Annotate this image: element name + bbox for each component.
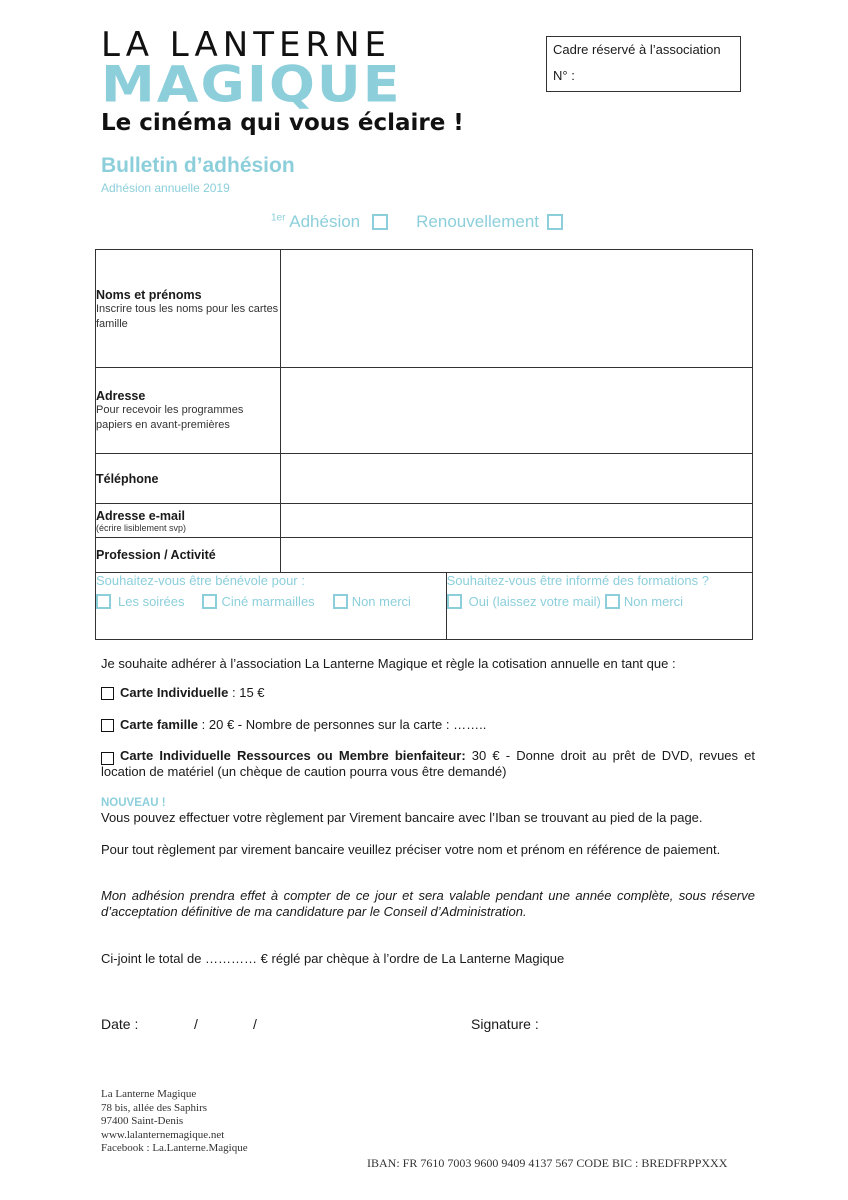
volunteer-option-label: Les soirées: [118, 594, 185, 609]
notice-para2: Pour tout règlement par virement bancaire veuillez préciser votre nom et prénom en référence de paiement.: [101, 842, 721, 857]
individual-checkbox[interactable]: [101, 687, 114, 700]
address-field[interactable]: [280, 368, 752, 454]
logo-title: LA LANTERNE: [101, 25, 391, 65]
phone-label-cell: [96, 454, 281, 504]
footer-line: 97400 Saint-Denis: [101, 1115, 184, 1127]
member-form-table: [95, 249, 753, 640]
table-row: [96, 504, 753, 538]
footer-iban: IBAN: FR 7610 7003 9600 9409 4137 567 CODE BIC : BREDFRPPXXX: [367, 1156, 728, 1170]
training-yes-checkbox[interactable]: [447, 594, 462, 609]
family-label: Carte famille: [120, 717, 199, 732]
notice-para1: Vous pouvez effectuer votre règlement par Virement bancaire avec l’Iban se trouvant au pied de la page.: [101, 810, 703, 825]
footer-line: La Lanterne Magique: [101, 1088, 197, 1100]
phone-label: Téléphone: [96, 471, 159, 486]
resources-label: Carte Individuelle Ressources ou Membre bienfaiteur:: [120, 748, 466, 763]
footer-line: 78 bis, allée des Saphirs: [101, 1101, 208, 1114]
training-option-label: Non merci: [623, 594, 684, 609]
email-field[interactable]: [280, 504, 752, 538]
reserved-box-number: N° :: [553, 68, 575, 83]
option-individual[interactable]: [101, 685, 755, 701]
page-title: Bulletin d’adhésion: [101, 154, 295, 177]
date-slash: /: [253, 1016, 257, 1032]
training-option-label: Oui (laissez votre mail): [468, 594, 601, 609]
membership-type-line: [271, 213, 563, 230]
address-label-cell: [96, 368, 281, 454]
association-reserved-box: [546, 36, 741, 92]
table-row: [96, 250, 753, 368]
training-option-no[interactable]: [605, 594, 683, 609]
individual-label: Carte Individuelle: [120, 685, 229, 700]
first-membership-checkbox[interactable]: [372, 214, 388, 230]
training-question: Souhaitez-vous être informé des formations ?: [446, 573, 709, 588]
email-label: Adresse e-mail: [96, 508, 185, 523]
individual-price: : 15 €: [228, 685, 265, 700]
volunteer-option-cine[interactable]: [202, 594, 314, 609]
table-row: [96, 368, 753, 454]
footer-website: www.lalanternemagique.net: [101, 1128, 225, 1141]
volunteer-option-label: Ciné marmailles: [221, 594, 315, 609]
email-hint: (écrire lisiblement svp): [96, 522, 187, 533]
volunteer-cine-checkbox[interactable]: [202, 594, 217, 609]
footer-address: [101, 1088, 248, 1156]
signature-label: Signature :: [471, 1016, 539, 1032]
resources-price: 30 € - Donne droit au prêt de DVD, revues et location de matériel (un chèque de caution pourra vous être demandé): [101, 748, 756, 779]
date-slash: /: [194, 1016, 198, 1032]
date-field[interactable]: [150, 1012, 280, 1034]
logo-tagline: Le cinéma qui vous éclaire !: [101, 110, 464, 136]
training-cell: [446, 573, 752, 640]
logo-magic-wordmark: MAGIQUE: [101, 55, 402, 114]
table-row: [96, 573, 753, 640]
volunteer-question: Souhaitez-vous être bénévole pour :: [96, 573, 305, 588]
date-label: Date :: [101, 1016, 139, 1032]
email-label-cell: [96, 504, 281, 538]
address-hint: Pour recevoir les programmes papiers en avant-premières: [96, 404, 244, 431]
renewal-checkbox[interactable]: [547, 214, 563, 230]
training-option-yes[interactable]: [447, 594, 601, 609]
volunteer-cell: [96, 573, 447, 640]
family-price: : 20 € - Nombre de personnes sur la carte : ……..: [198, 717, 487, 732]
option-resources[interactable]: [101, 748, 755, 780]
profession-label: Profession / Activité: [96, 548, 216, 562]
training-no-checkbox[interactable]: [605, 594, 620, 609]
names-label-cell: [96, 250, 281, 368]
membership-intro: Je souhaite adhérer à l’association La Lanterne Magique et règle la cotisation annuelle en tant que :: [101, 656, 676, 671]
volunteer-option-label: Non merci: [351, 594, 411, 609]
first-membership-option: [271, 213, 360, 230]
profession-label-cell: [96, 538, 281, 573]
renewal-label: Renouvellement: [416, 212, 539, 231]
names-hint: Inscrire tous les noms pour les cartes famille: [96, 303, 279, 330]
reserved-box-label: Cadre réservé à l’association: [553, 42, 721, 57]
footer-facebook: Facebook : La.Lanterne.Magique: [101, 1142, 248, 1154]
page-subtitle: Adhésion annuelle 2019: [101, 181, 230, 195]
address-label: Adresse: [96, 389, 146, 403]
names-label: Noms et prénoms: [96, 288, 202, 302]
profession-field[interactable]: [280, 538, 752, 573]
notice-heading: NOUVEAU !: [101, 797, 166, 809]
volunteer-none-checkbox[interactable]: [333, 594, 348, 609]
first-membership-label: Adhésion: [285, 212, 361, 231]
names-field[interactable]: [280, 250, 752, 368]
table-row: [96, 538, 753, 573]
phone-field[interactable]: [280, 454, 752, 504]
volunteer-option-none[interactable]: [333, 594, 411, 609]
resources-checkbox[interactable]: [101, 752, 114, 765]
first-sup: 1er: [271, 212, 286, 224]
notice-conditions: Mon adhésion prendra effet à compter de ce jour et sera valable pendant une année complète, sous réserve d’acceptation définitive de ma candidature par le Conseil d’Administration.: [101, 888, 755, 919]
volunteer-option-soirees[interactable]: [96, 594, 184, 609]
payment-total-line: Ci-joint le total de ………… € réglé par chèque à l’ordre de La Lanterne Magique: [101, 951, 565, 966]
volunteer-soirees-checkbox[interactable]: [96, 594, 111, 609]
family-checkbox[interactable]: [101, 719, 114, 732]
table-row: [96, 454, 753, 504]
option-family[interactable]: [101, 717, 755, 733]
